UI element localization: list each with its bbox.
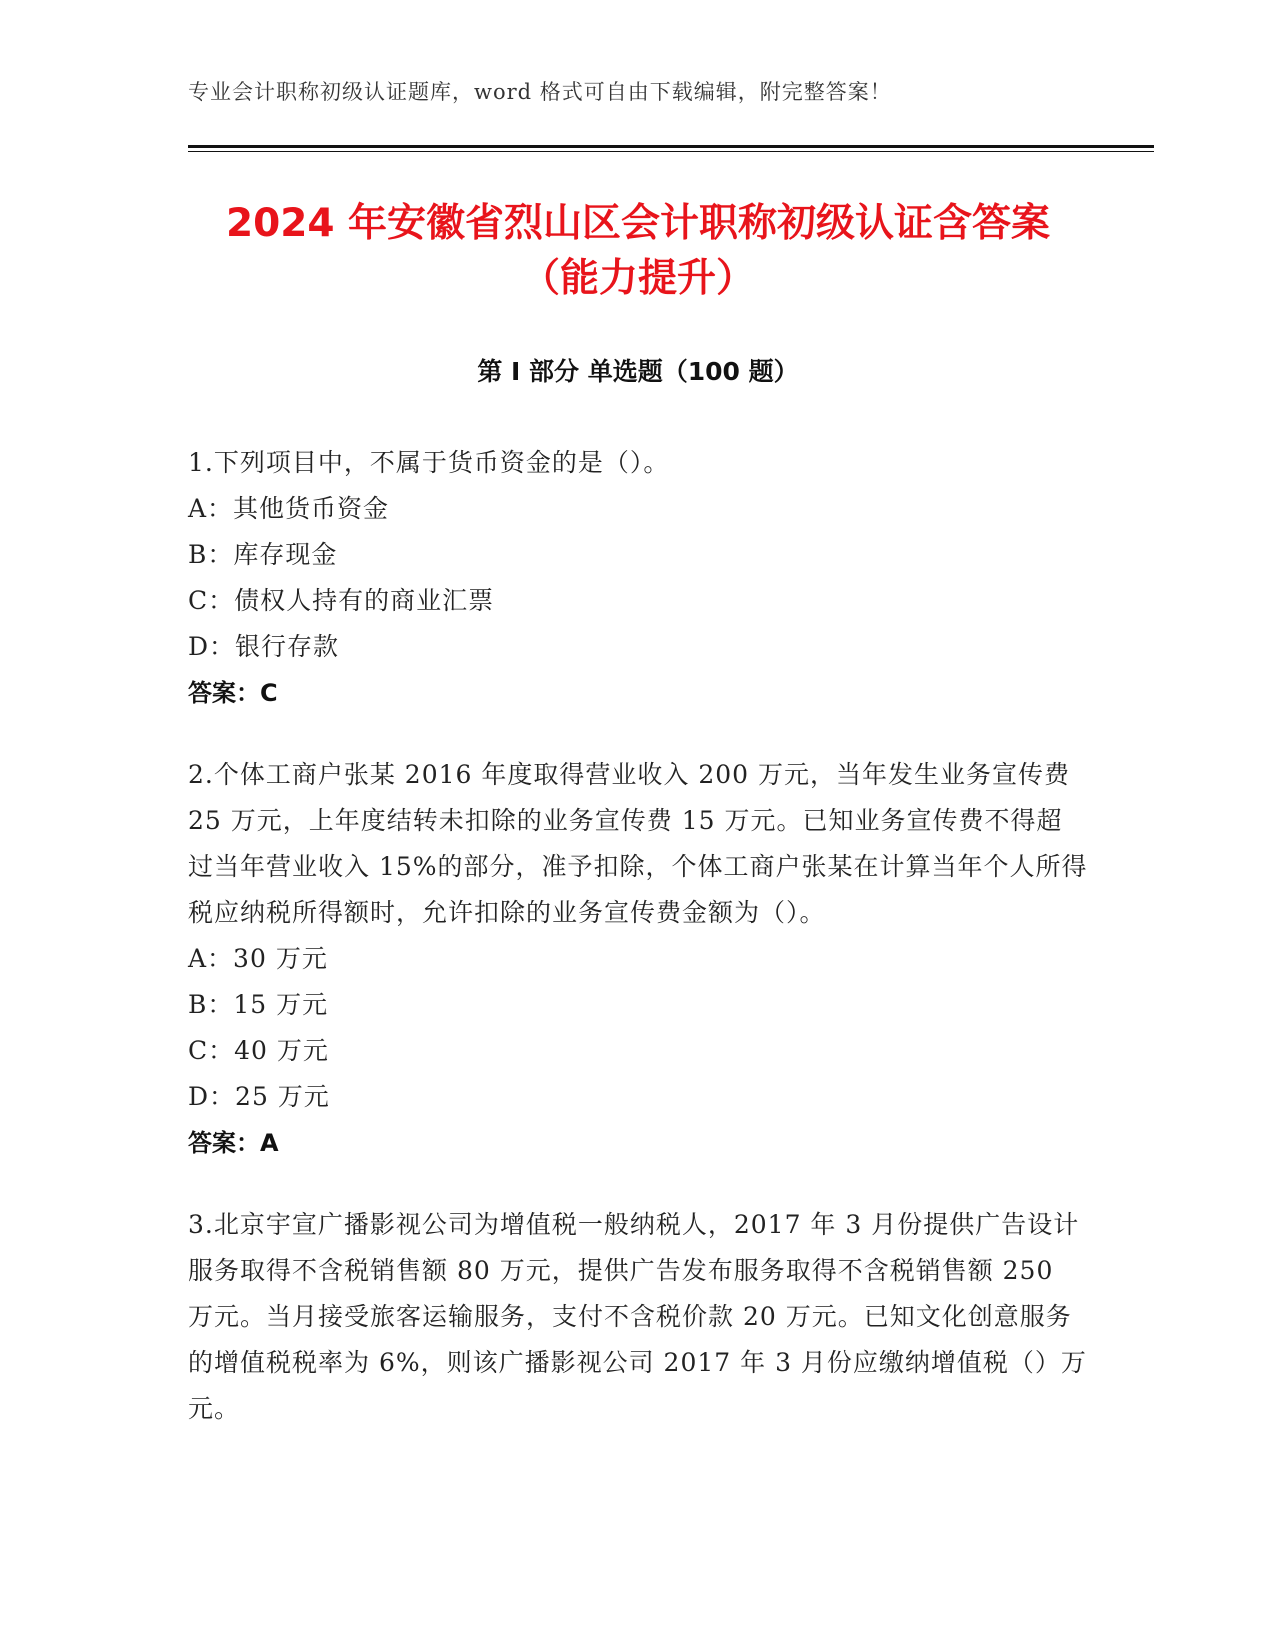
option-b: B：15 万元 bbox=[188, 990, 329, 1019]
answer: 答案：C bbox=[188, 679, 278, 707]
header-note: 专业会计职称初级认证题库，word 格式可自由下载编辑，附完整答案！ bbox=[188, 80, 892, 104]
answer: 答案：A bbox=[188, 1129, 279, 1157]
option-b: B：库存现金 bbox=[188, 540, 338, 569]
header-rule-thick bbox=[188, 145, 1154, 148]
question-stem: 1.下列项目中，不属于货币资金的是（）。 bbox=[188, 448, 670, 477]
option-c: C：40 万元 bbox=[188, 1036, 329, 1065]
option-a: A：其他货币资金 bbox=[188, 494, 390, 523]
option-c: C：债权人持有的商业汇票 bbox=[188, 586, 495, 615]
option-a: A：30 万元 bbox=[188, 944, 328, 973]
question-2 bbox=[188, 752, 1088, 1166]
question-1 bbox=[188, 440, 1088, 716]
header-rule-thin bbox=[188, 151, 1154, 152]
question-stem: 3.北京宇宣广播影视公司为增值税一般纳税人，2017 年 3 月份提供广告设计服务取得不含税销售额 80 万元，提供广告发布服务取得不含税销售额 250 万元。当月接受旅客运输服务，支付不含税价款 20 万元。已知文化创意服务的增值税税率为 6%，则该广播影视公司 2017 年 3 月份应缴纳增值税（）万元。 bbox=[188, 1210, 1087, 1423]
section-heading: 第 I 部分 单选题（100 题） bbox=[477, 357, 799, 386]
question-3 bbox=[188, 1202, 1088, 1432]
option-d: D：银行存款 bbox=[188, 632, 340, 661]
question-list bbox=[188, 440, 1088, 1468]
option-d: D：25 万元 bbox=[188, 1082, 330, 1111]
question-stem: 2.个体工商户张某 2016 年度取得营业收入 200 万元，当年发生业务宣传费 25 万元，上年度结转未扣除的业务宣传费 15 万元。已知业务宣传费不得超过当年营业收入 15%的部分，准予扣除，个体工商户张某在计算当年个人所得税应纳税所得额时，允许扣除的业务宣传费金额为（）。 bbox=[188, 760, 1088, 927]
document-title: 2024 年安徽省烈山区会计职称初级认证含答案（能力提升） bbox=[225, 201, 1051, 301]
